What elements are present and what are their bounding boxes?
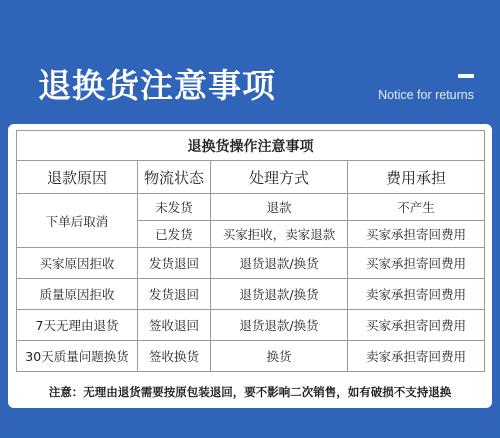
table-cell: 卖家承担寄回费用 <box>348 341 485 372</box>
column-header-cost: 费用承担 <box>348 161 485 194</box>
table-cell: 退货退款/换货 <box>211 310 348 341</box>
column-header-reason: 退款原因 <box>17 161 138 194</box>
table-cell: 未发货 <box>138 194 211 221</box>
table-cell: 退款 <box>211 194 348 221</box>
column-header-logistics: 物流状态 <box>138 161 211 194</box>
table-row <box>17 341 485 372</box>
table-cell: 签收退回 <box>138 310 211 341</box>
table-title: 退换货操作注意事项 <box>17 131 485 161</box>
table-cell: 卖家承担寄回费用 <box>348 279 485 310</box>
table-cell: 买家原因拒收 <box>17 248 138 279</box>
table-cell: 退货退款/换货 <box>211 248 348 279</box>
returns-table <box>16 130 485 372</box>
table-cell: 签收换货 <box>138 341 211 372</box>
table-row <box>17 194 485 221</box>
table-cell: 换货 <box>211 341 348 372</box>
page-subtitle: Notice for returns <box>378 88 474 102</box>
table-cell: 退货退款/换货 <box>211 279 348 310</box>
table-cell: 下单后取消 <box>17 194 138 248</box>
table-row <box>17 310 485 341</box>
table-row <box>17 279 485 310</box>
table-cell: 7天无理由退货 <box>17 310 138 341</box>
dash-decoration <box>458 74 474 78</box>
column-header-handling: 处理方式 <box>211 161 348 194</box>
table-cell: 不产生 <box>348 194 485 221</box>
table-cell: 买家承担寄回费用 <box>348 248 485 279</box>
table-cell: 发货退回 <box>138 248 211 279</box>
table-cell: 买家拒收，卖家退款 <box>211 221 348 248</box>
table-cell: 发货退回 <box>138 279 211 310</box>
table-cell: 已发货 <box>138 221 211 248</box>
page-title: 退换货注意事项 <box>38 66 276 105</box>
table-cell: 买家承担寄回费用 <box>348 310 485 341</box>
table-cell: 质量原因拒收 <box>17 279 138 310</box>
table-row <box>17 248 485 279</box>
table-cell: 买家承担寄回费用 <box>348 221 485 248</box>
table-cell: 30天质量问题换货 <box>17 341 138 372</box>
note-text: 注意：无理由退货需要按原包装退回，要不影响二次销售，如有破损不支持退换 <box>48 385 452 399</box>
